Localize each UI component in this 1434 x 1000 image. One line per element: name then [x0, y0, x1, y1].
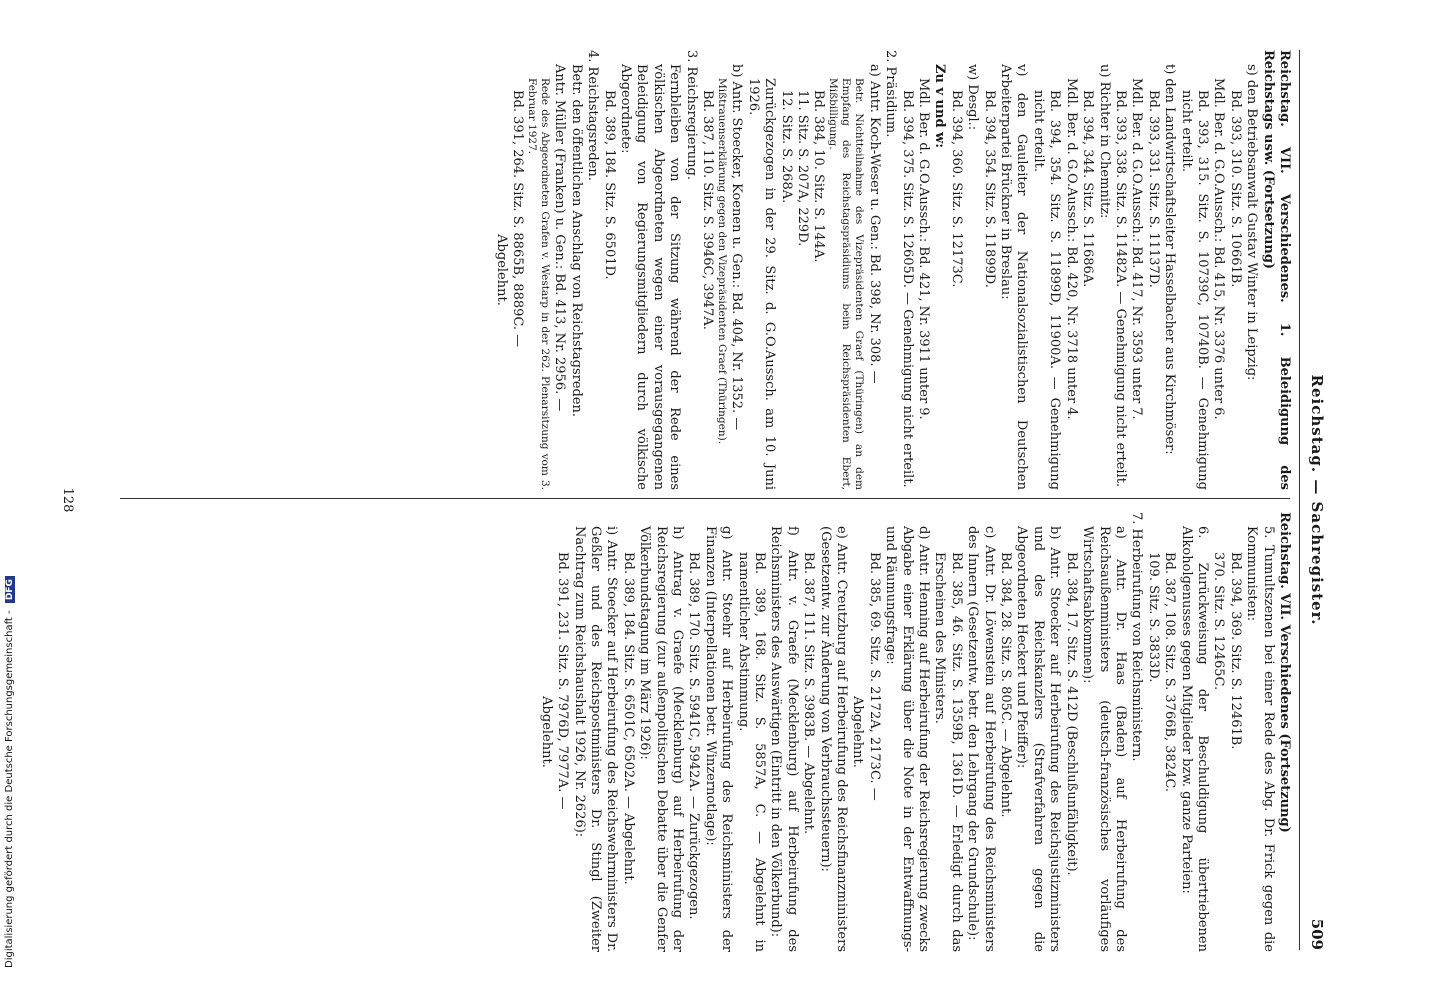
- register-entry: Mdl. Ber. d. G.O.Aussch.: Bd. 421, Nr. 3911 unter 9.: [916, 78, 932, 420]
- register-entry: Bd. 394, 354. Sitz. S. 11899D, 11900A. — Genehmigung nicht erteilt.: [1030, 90, 1063, 490]
- register-entry: v) den Gauleiter der Nationalsozialistischen Deutschen Arbeiterpartei Brückner in Breslau:: [998, 64, 1030, 490]
- register-entry: e) Antr. Creutzburg auf Herbeirufung des Reichsfinanzministers (Gesetzentw. zur Änderung von Verbrauchssteuern):: [817, 526, 850, 952]
- register-entry: Bd. 394, 354. Sitz. S. 11899D.: [981, 90, 997, 288]
- register-entry: 3. Reichsregierung.: [683, 50, 699, 180]
- right-column: [92, 512, 1292, 952]
- register-entry: Abgelehnt.: [850, 696, 866, 768]
- register-entry: 6. Zurückweisung der Beschuldigung übertriebenen Alkoholgenusses gegen Mitglieder bzw. ganze Parteien:: [1178, 526, 1210, 952]
- register-entry: f) Antr. v. Graefe (Mecklenburg) auf Herbeirufung des Reichsministers des Auswärtigen (Eintritt in den Völkerbund):: [768, 526, 800, 952]
- register-entry: Bd. 389, 184. Sitz. S. 6501C, 6502A. — Abgelehnt.: [620, 552, 636, 885]
- register-entry: a) Antr. Dr. Haas (Baden) auf Herbeirufung des Reichsaußenministers (deutsch-französisches vorläufiges Wirtschaftsabkommen):: [1080, 526, 1128, 952]
- register-entry: Bd. 389, 170. Sitz. S. 5941C, 5942A. — Zurückgezogen.: [686, 552, 702, 920]
- register-entry: Bd. 389, 168. Sitz. S. 5857A, C. — Abgelehnt in namentlicher Abstimmung.: [735, 552, 767, 952]
- register-entry: 5. Tumultszenen bei einer Rede des Abg. Dr. Frick gegen die Kommunisten:: [1244, 526, 1276, 952]
- register-entry: Zu v und w:: [932, 64, 948, 149]
- register-entry: Bd. 393, 310. Sitz. S. 10661B.: [1227, 90, 1243, 288]
- register-entry: Fernbleiben von der Sitzung während der Rede eines völkischen Abgeordneten wegen einer vorausgegangenen Beleidigung von Regierungsmitgliedern durch völkische Abgeordnete:: [617, 64, 683, 490]
- dfg-logo: DFG: [5, 576, 15, 603]
- register-entry: b) Antr. Stoecker auf Herbeirufung des Reichsjustizministers und des Reichskanzlers (Strafverfahren gegen die Abgeordneten Heckert und Pfeiffer):: [1014, 526, 1063, 952]
- register-entry: Bd. 393, 315. Sitz. S. 10739C, 10740B. — Genehmigung nicht erteilt.: [1178, 90, 1210, 490]
- register-entry: u) Richter in Chemnitz:: [1096, 64, 1112, 219]
- register-entry: Betr. den öffentlichen Anschlag von Reichstagsreden.: [568, 64, 584, 418]
- register-entry: i) Antr. Stoecker auf Herbeirufung des Reichswehrministers Dr. Geßler und des Reichspostministers Dr. Stingl (Zweiter Nachtrag zum Reichshaushalt 1926, Nr. 2626):: [571, 526, 620, 952]
- register-entry: a) Antr. Koch-Weser u. Gen.: Bd. 398, Nr. 308. —: [866, 64, 882, 384]
- register-entry: b) Antr. Stoecker, Koenen u. Gen.: Bd. 404, Nr. 1352. —: [729, 64, 745, 431]
- register-entry: Bd. 389, 184. Sitz. S. 6501D.: [601, 90, 617, 280]
- register-entry: Bd. 385, 69. Sitz. S. 2172A, 2173C. —: [866, 552, 882, 801]
- register-entry: Mdl. Ber. d. G.O.Aussch.: Bd. 417, Nr. 3593 unter 7.: [1129, 78, 1145, 420]
- register-entry: 109. Sitz. S. 3833D.: [1145, 552, 1161, 683]
- register-entry: Reichstag. VII. Verschiedenes. 1. Beleidigung des Reichstags usw. (Fortsetzung): [1260, 50, 1292, 490]
- register-entry: Bd. 384, 10. Sitz. S. 144A.: [811, 90, 827, 263]
- register-entry: h) Antrag v. Graefe (Mecklenburg) auf Herbeirufung der Reichsregierung (zur außenpolitischen Debatte über die Genfer Völkerbundstagung im März 1926):: [637, 526, 685, 952]
- register-entry: Bd. 394, 369. Sitz. S. 12461B.: [1227, 552, 1243, 750]
- register-entry: Bd. 385, 46. Sitz. S. 1359B, 1361D. — Erledigt durch das Erscheinen des Ministers.: [932, 552, 964, 952]
- register-entry: 11. Sitz. S. 207A, 229D.: [795, 90, 811, 247]
- register-entry: Antr. Müller (Franken) u. Gen.: Bd. 413, Nr. 2956. —: [552, 64, 568, 412]
- header-title: Reichstag. — Sachregister.: [1308, 374, 1326, 626]
- register-entry: Bd. 387, 111. Sitz. S. 3983B. — Abgelehnt.: [801, 552, 817, 835]
- folio-number: 128: [60, 487, 75, 513]
- column-divider: [120, 498, 1290, 499]
- register-entry: Bd. 393, 331. Sitz. S. 11137D.: [1145, 90, 1161, 288]
- left-column: [92, 50, 1292, 490]
- register-entry: Bd. 394, 344. Sitz. S. 11686A.: [1080, 90, 1096, 288]
- register-entry: Rede des Abgeordneten Grafen v. Westarp in der 262. Plenarsitzung vom 3. Februar 1927.: [525, 78, 551, 490]
- register-entry: Bd. 394, 375. Sitz. S. 12605D. — Genehmigung nicht erteilt.: [899, 90, 915, 488]
- register-entry: c) Antr. Dr. Löwenstein auf Herbeirufung des Reichsministers des Innern (Gesetzentw. betr. den Lehrgang der Grundschule):: [965, 526, 997, 952]
- register-entry: Mdl. Ber. d. G.O.Aussch.: Bd. 420, Nr. 3718 unter 4.: [1063, 78, 1079, 420]
- register-entry: s) den Betriebsanwalt Gustav Winter in Leipzig:: [1244, 64, 1260, 381]
- register-entry: Bd. 384, 28. Sitz. S. 805C. — Abgelehnt.: [998, 552, 1014, 818]
- header-rule: [1299, 50, 1300, 950]
- register-entry: Mdl. Ber. d. G.O.Aussch.: Bd. 415, Nr. 3376 unter 6.: [1211, 78, 1227, 420]
- register-entry: Bd. 393, 338. Sitz. S. 11482A. — Genehmigung nicht erteilt.: [1112, 90, 1128, 488]
- register-entry: Zurückgezogen in der 29. Sitz. d. G.O.Aussch. am 10. Juni 1926.: [745, 78, 778, 490]
- register-entry: Bd. 394, 360. Sitz. S. 12173C.: [948, 90, 964, 288]
- register-entry: g) Antr. Stoehr auf Herbeirufung des Reichsministers der Finanzen (Interpellationen betr. Winzernotlage):: [702, 526, 735, 952]
- register-entry: 7. Herbeirufung von Reichsministern.: [1129, 512, 1145, 762]
- register-entry: Betr. Nichtteilnahme des Vizepräsidenten Graef (Thüringen) an dem Empfang des Reichstagspräsidiums beim Reichspräsidenten Ebert, Mißbilligung.: [827, 78, 866, 490]
- register-entry: Abgelehnt.: [538, 696, 554, 768]
- scanned-page: [50, 20, 1340, 980]
- register-entry: Bd. 384, 17. Sitz. S. 412D (Beschlußunfähigkeit).: [1063, 552, 1079, 876]
- running-header: [1302, 50, 1326, 950]
- register-entry: Bd. 391, 231. Sitz. S. 7976D, 7977A. —: [555, 552, 571, 810]
- register-entry: 4. Reichstagsreden.: [585, 50, 601, 181]
- register-entry: Bd. 391, 264. Sitz. S. 8865B, 8889C. —: [509, 90, 525, 348]
- credit-text: Digitalisierung gefördert durch die Deutsche Forschungsgemeinschaft -: [4, 610, 15, 968]
- digitization-credit: [4, 8, 20, 968]
- register-entry: Mißtrauenserklärung gegen den Vizepräsidenten Graef (Thüringen).: [716, 78, 728, 445]
- register-entry: Bd. 387, 108. Sitz. S. 3766B, 3824C.: [1162, 552, 1178, 793]
- page-number: 509: [1308, 918, 1326, 950]
- register-entry: d) Antr. Henning auf Herbeirufung der Reichsregierung zwecks Abgabe einer Erklärung über die Note in der Entwaffnungs- und Räumungsfrage:: [883, 526, 932, 952]
- register-entry: 2. Präsidium.: [883, 50, 899, 138]
- register-entry: w) Desgl.:: [965, 64, 981, 131]
- register-entry: 370. Sitz. S. 12465C.: [1211, 552, 1227, 691]
- register-entry: Reichstag. VII. Verschiedenes (Fortsetzung): [1277, 512, 1292, 833]
- register-entry: Abgelehnt.: [493, 234, 509, 306]
- register-entry: Bd. 387, 110. Sitz. S. 3946C, 3947A.: [700, 90, 715, 330]
- register-entry: t) den Landwirtschaftsleiter Hasselbacher aus Kirchmöser:: [1162, 64, 1178, 455]
- register-entry: 12. Sitz. S. 268A.: [778, 90, 794, 204]
